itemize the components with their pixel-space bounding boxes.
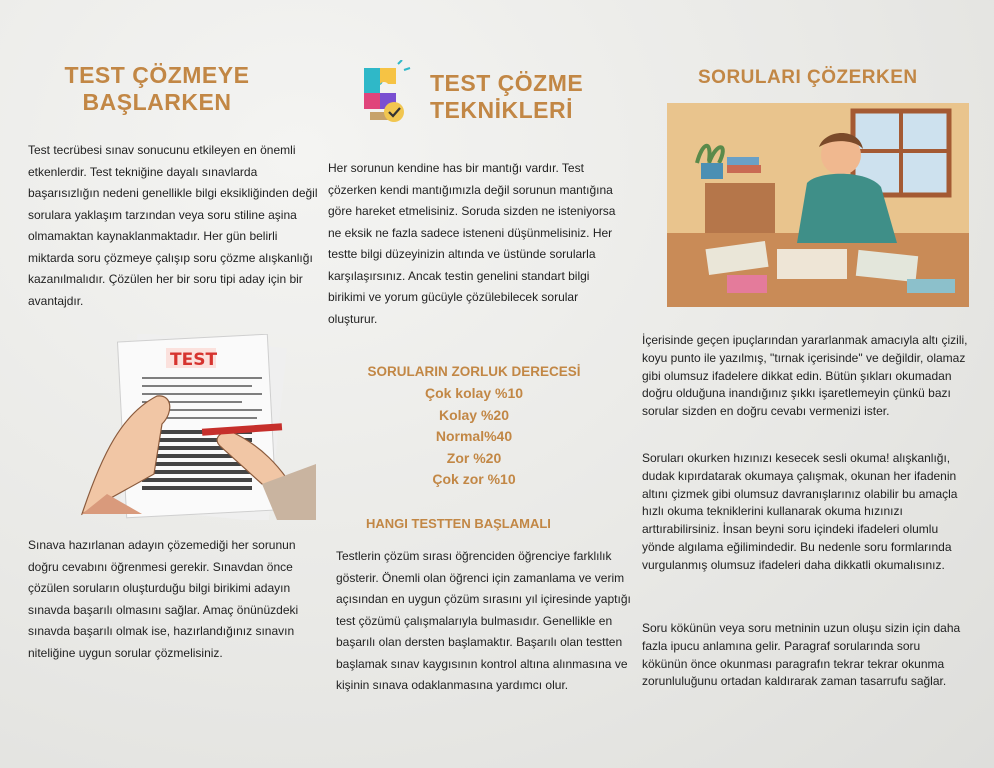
question-root-paragraph: Soru kökünün veya soru metninin uzun oluşu sizin için daha fazla ipucu anlamına gelir. Paragraf sorularında soru kökünün önce okunması paragrafın tekrar tekrar okunma zorunluluğunu ortadan kaldırarak zaman tasarrufu sağlar. [642, 621, 961, 689]
difficulty-item: Zor %20 [446, 449, 502, 466]
puzzle-lightbulb-icon [350, 60, 412, 126]
difficulty-title: SORULARIN ZORLUK DERECESİ [367, 364, 581, 379]
which-test-title: HANGI TESTTEN BAŞLAMALI [366, 516, 551, 531]
section-title-cozerken: SORULARI ÇÖZERKEN [698, 67, 918, 88]
difficulty-item: Kolay %20 [438, 406, 510, 423]
tips-paragraph: İçerisinde geçen ipuçlarından yararlanmak amacıyla altı çizili, koyu punto ile yazılmış, "tırnak içerisinde" ve değildir, olamaz gibi olumsuz ifadelere dikkat edin. Bütün şıkları okumadan doğru olduğuna inandığınız şıkkı işaretlemeyin çünkü bazı sorular sizden en doğru cevabı vermenizi ister. [642, 333, 968, 419]
test-paper-label: TEST [170, 350, 218, 370]
second-paragraph: Sınava hazırlanan adayın çözemediği her sorunun doğru cevabını öğrenmesi gerekir. Sınavdan önce çözülen soruların oluşturduğu bilgi birikimi adayın sınavda başarılı olmasını sağlar. Amaç önünüzdeki sınavda başarılı olmak ise, hazırlandığınız sınavın niteliğine uygun sorular çözmelisiniz. [28, 538, 299, 660]
reading-paragraph: Soruları okurken hızınızı kesecek sesli okuma! alışkanlığı, dudak kıpırdatarak okumaya çalışmak, okunan her ifadenin altını çizmek gibi olumsuz davranışlarınız olabilir bu amaçla hızlı okuma tekniklerini kullanarak okuma hızınızı arttırabilirsiniz. İnsan beyni soru içindeki ifadeleri olumlu yönde algılama eğilimindedir. Bu nedenle soru formlarında vurgulanmış olumsuz ifadeleri daha dikkatli okumalısınız. [642, 451, 958, 572]
test-paper-illustration [62, 334, 316, 520]
difficulty-item: Çok kolay %10 [424, 385, 524, 401]
difficulty-item: Çok zor %10 [432, 471, 516, 487]
techniques-paragraph: Her sorunun kendine has bir mantığı vardır. Test çözerken kendi mantığımızla değil sorunun mantığına göre hareket etmelisiniz. Soruda sizden ne isteniyorsa ne eksik ne fazla sadece isteneni düşünmelisiniz. Her testte bilgi düzeyinizin altında ve üstünde sorularla karşılaşırsınız. Ancak testin genelini standart bilgi birikimi ve yorum gücüyle çözülebilecek sorular oluşturur. [328, 161, 616, 326]
section-title-baslarken: TEST ÇÖZMEYE BAŞLARKEN [64, 62, 250, 115]
difficulty-list [328, 383, 620, 491]
section-title-teknikleri: TEST ÇÖZME TEKNİKLERİ [430, 70, 584, 123]
difficulty-item: Normal%40 [435, 428, 513, 444]
which-test-paragraph: Testlerin çözüm sırası öğrenciden öğrenciye farklılık gösterir. Önemli olan öğrenci için zamanlama ve verim açısından en uygun çözüm sırasını yıl içiresinde yaptığı test çözümü çalışmalarıyla bulmasıdır. Genellikle en başarılı olan dersten başlamaktır. Başarılı olan testten başlamak sınav kaygısının kontrol altına alınmasına ve kişinin sınava odaklanmasına yardımcı olur. [336, 549, 631, 692]
studying-student-illustration [667, 103, 969, 307]
intro-paragraph: Test tecrübesi sınav sonucunu etkileyen en önemli etkenlerdir. Test tekniğine dayalı sınavlarda başarısızlığın nedeni genellikle bilgi eksikliğinden değil sorulara yaklaşım tarzından veya soru stiline aşina olmamaktan kaynaklanmaktadır. Her gün belirli miktarda soru çözmeye çalışıp soru çözme alışkanlığı kazanılmalıdır. Çözülen her bir soru tipi aday için bir avantajdır. [28, 143, 318, 308]
